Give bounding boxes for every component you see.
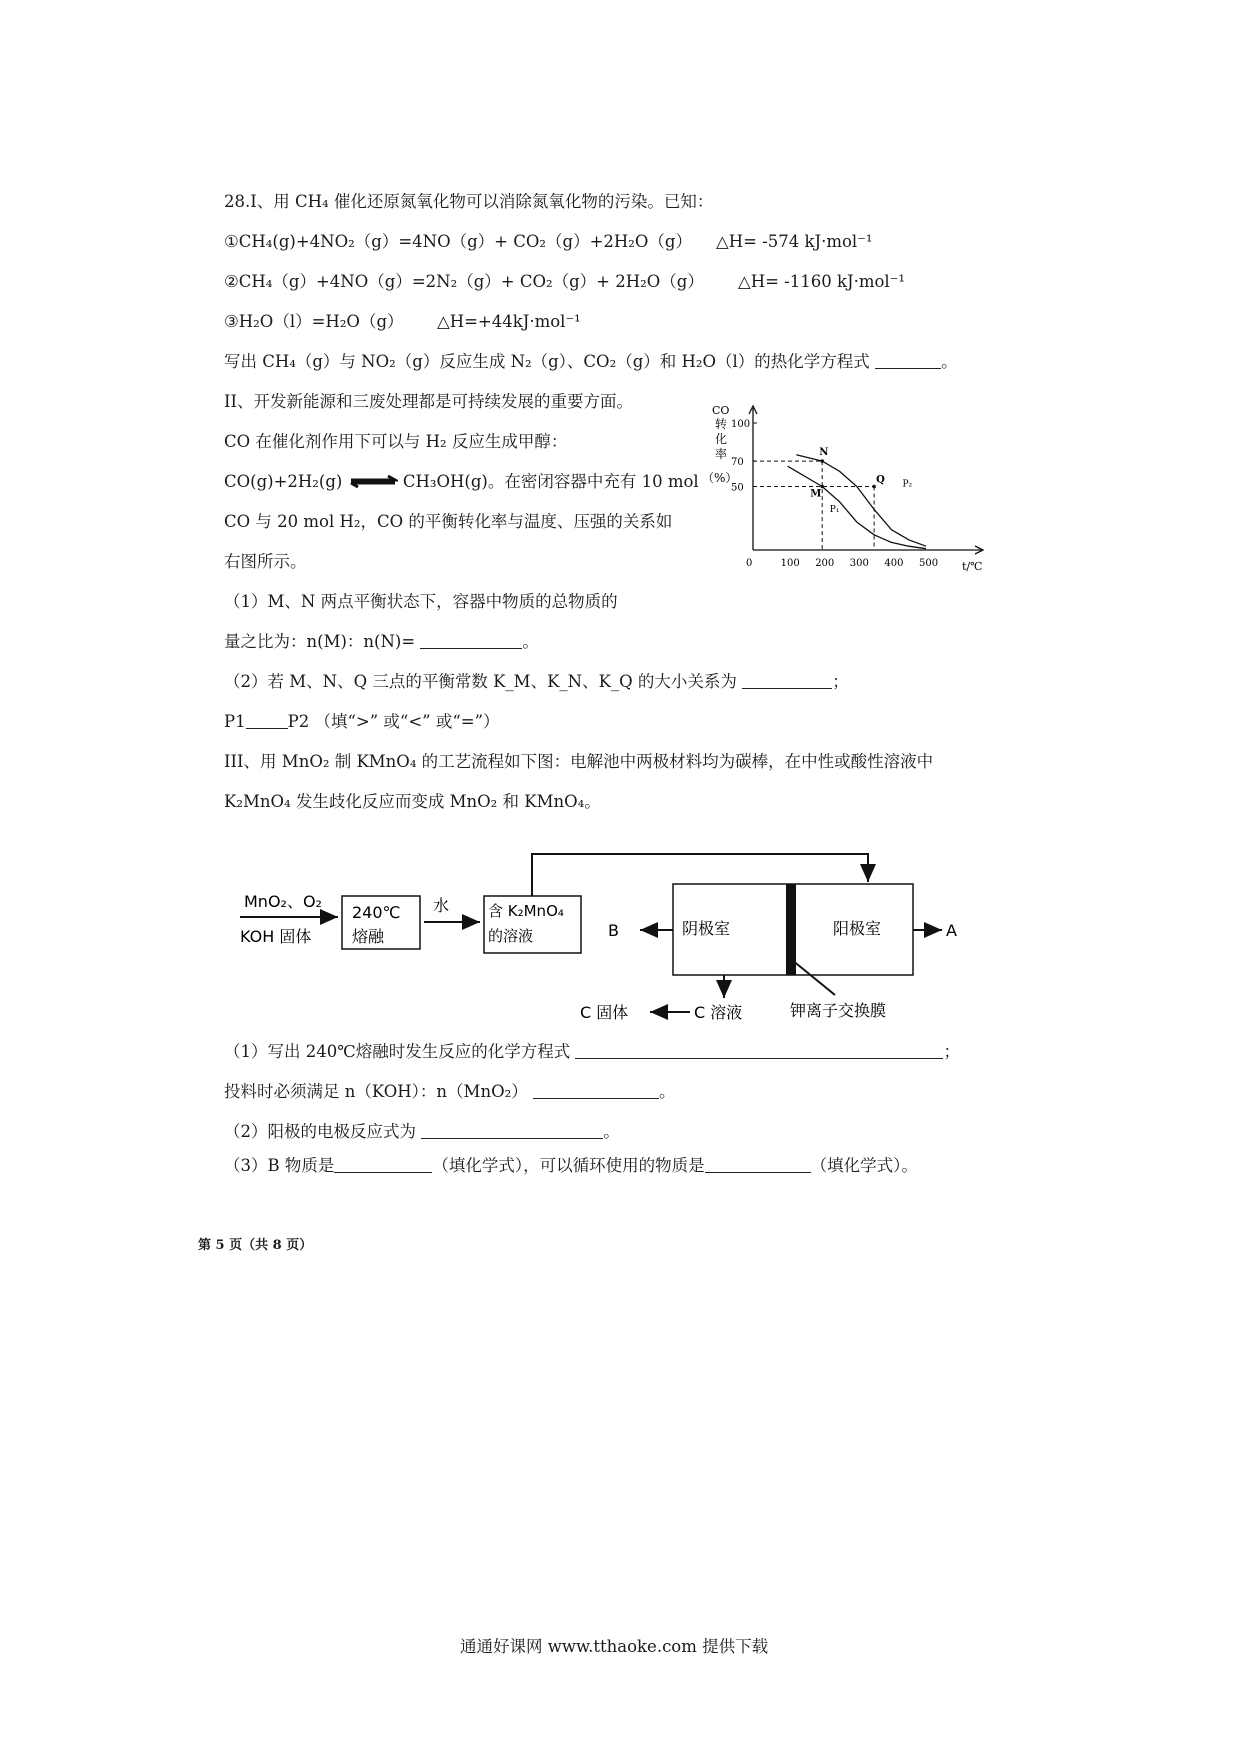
answer-blank-k[interactable] [742, 672, 832, 689]
curve-label-p2: P₂ [902, 479, 913, 490]
flow-water: 水 [433, 896, 450, 915]
part3-q1b: 投料时必须满足 n（KOH）：n（MnO₂） 。 [224, 1082, 676, 1101]
part2-line4: 右图所示。 [224, 552, 307, 571]
solution-box-line1: 含 K₂MnO₄ [488, 902, 564, 920]
x-tick-label: 500 [919, 558, 939, 569]
x-tick-label: 100 [780, 558, 800, 569]
part1-intro: 28.I、用 CH₄ 催化还原氮氧化物可以消除氮氧化物的污染。已知： [224, 192, 714, 211]
flow-input2: KOH 固体 [240, 927, 312, 946]
flow-arrow-top [532, 854, 868, 896]
part3-intro1: III、用 MnO₂ 制 KMnO₄ 的工艺流程如下图：电解池中两极材料均为碳棒，在中性或酸性溶液中 [224, 752, 934, 771]
flow-c-solution: C 溶液 [694, 1003, 743, 1022]
part2-intro: II、开发新能源和三废处理都是可持续发展的重要方面。 [224, 392, 634, 411]
part2-q2a: （2）若 M、N、Q 三点的平衡常数 K_M、K_N、K_Q 的大小关系为 ； [224, 672, 849, 691]
process-flow-diagram [230, 840, 990, 1040]
point-label-m: M [810, 488, 822, 500]
answer-blank-feed-ratio[interactable] [533, 1082, 659, 1099]
y-tick-label: 70 [731, 457, 744, 469]
equation-2: ②CH₄（g）+4NO（g）=2N₂（g）+ CO₂（g）+ 2H₂O（g） [224, 272, 704, 291]
q3-text-b: （填化学式），可以循环使用的物质是 [432, 1156, 705, 1175]
part2-line2 [224, 471, 699, 493]
x-unit-label: t/℃ [962, 560, 983, 573]
part3-intro2: K₂MnO₄ 发生歧化反应而变成 MnO₂ 和 KMnO₄。 [224, 792, 601, 811]
reaction-right: CH₃OH(g)。在密闭容器中充有 10 mol [402, 472, 699, 491]
membrane-label: 钾离子交换膜 [790, 1001, 887, 1020]
reaction-left: CO(g)+2H₂(g) [224, 472, 343, 491]
point-n [820, 459, 824, 463]
answer-blank-anode[interactable] [421, 1122, 603, 1139]
enthalpy-3: △H=+44kJ·mol⁻¹ [437, 312, 581, 331]
part3-q1: （1）写出 240℃熔融时发生反应的化学方程式 ； [224, 1042, 960, 1061]
answer-blank-b[interactable] [334, 1156, 432, 1173]
x-tick-label: 300 [849, 558, 869, 569]
melt-box-temp: 240℃ [352, 903, 401, 922]
graph-ylabel-1: 转 [715, 417, 728, 431]
flow-b: B [608, 921, 619, 940]
part1-question: 写出 CH₄（g）与 NO₂（g）反应生成 N₂（g）、CO₂（g）和 H₂O（l）的热化学方程式 。 [224, 352, 958, 371]
answer-blank-thermo[interactable] [875, 352, 941, 369]
point-label-n: N [819, 447, 829, 459]
graph-curves [788, 455, 926, 549]
equation-3: ③H₂O（l）=H₂O（g） [224, 312, 404, 331]
anode-label: 阳极室 [833, 919, 882, 938]
page-footer: 第 5 页（共 8 页） [198, 1238, 313, 1253]
part3-q3 [224, 1155, 918, 1177]
p2-label: P2 （填“>” 或“<” 或“=”） [287, 712, 500, 731]
graph-axes [749, 406, 983, 554]
p1-label: P1 [224, 712, 246, 731]
curve-p2 [796, 455, 926, 546]
q2-text: （2）阳极的电极反应式为 [224, 1122, 416, 1141]
x-tick-label: 200 [815, 558, 835, 569]
x-tick-label: 400 [884, 558, 904, 569]
flow-c-solid: C 固体 [580, 1003, 629, 1022]
part2-line3: CO 与 20 mol H₂，CO 的平衡转化率与温度、压强的关系如 [224, 512, 673, 531]
flow-input1: MnO₂、O₂ [244, 892, 322, 911]
q1-text: （1）写出 240℃熔融时发生反应的化学方程式 [224, 1042, 571, 1061]
enthalpy-1: △H= -574 kJ·mol⁻¹ [716, 232, 873, 251]
part2-q1b: 量之比为：n(M)：n(N)= 。 [224, 632, 539, 651]
part2-q2b [224, 711, 500, 733]
q3-text-c: （填化学式）。 [810, 1156, 918, 1175]
ratio-text: 量之比为：n(M)：n(N)= [224, 632, 416, 651]
part1-question-text: 写出 CH₄（g）与 NO₂（g）反应生成 N₂（g）、CO₂（g）和 H₂O（l）的热化学方程式 [224, 352, 870, 371]
graph-ylabel-3: 率 [715, 447, 728, 461]
cathode-label: 阴极室 [682, 919, 731, 938]
graph-ylabel-2: 化 [715, 432, 728, 446]
graph-ylabel-4: （%） [702, 471, 738, 485]
q3-text-a: （3）B 物质是 [224, 1156, 335, 1175]
curve-label-p1: P₁ [829, 504, 840, 515]
answer-blank-ratio[interactable] [420, 632, 522, 649]
graph-ylabel-0: CO [712, 404, 730, 417]
equation-1: ①CH₄(g)+4NO₂（g）=4NO（g）+ CO₂（g）+2H₂O（g） [224, 232, 692, 251]
solution-box-line2: 的溶液 [488, 927, 534, 945]
enthalpy-2: △H= -1160 kJ·mol⁻¹ [738, 272, 905, 291]
graph-guides [753, 461, 874, 550]
reversible-arrow-icon [348, 474, 398, 488]
melt-box-label: 熔融 [352, 927, 385, 946]
point-label-q: Q [876, 474, 885, 486]
k-compare-text: （2）若 M、N、Q 三点的平衡常数 K_M、K_N、K_Q 的大小关系为 [224, 672, 737, 691]
q1b-text: 投料时必须满足 n（KOH）：n（MnO₂） [224, 1082, 528, 1101]
watermark-download: 通通好课网 www.tthaoke.com 提供下载 [460, 1637, 769, 1656]
answer-blank-recycle[interactable] [705, 1156, 811, 1173]
y-tick-label: 50 [731, 482, 744, 494]
conversion-graph [690, 400, 1010, 575]
part3-q2: （2）阳极的电极反应式为 。 [224, 1122, 620, 1141]
answer-blank-p[interactable] [246, 712, 288, 729]
part2-line1: CO 在催化剂作用下可以与 H₂ 反应生成甲醇： [224, 432, 568, 451]
flow-a: A [946, 921, 957, 940]
part2-q1a: （1）M、N 两点平衡状态下，容器中物质的总物质的 [224, 592, 618, 611]
membrane-pointer [792, 960, 835, 995]
graph-labels [810, 447, 912, 515]
x-tick-label: 0 [746, 558, 753, 569]
answer-blank-equation[interactable] [575, 1042, 943, 1059]
y-tick-label: 100 [731, 419, 751, 430]
